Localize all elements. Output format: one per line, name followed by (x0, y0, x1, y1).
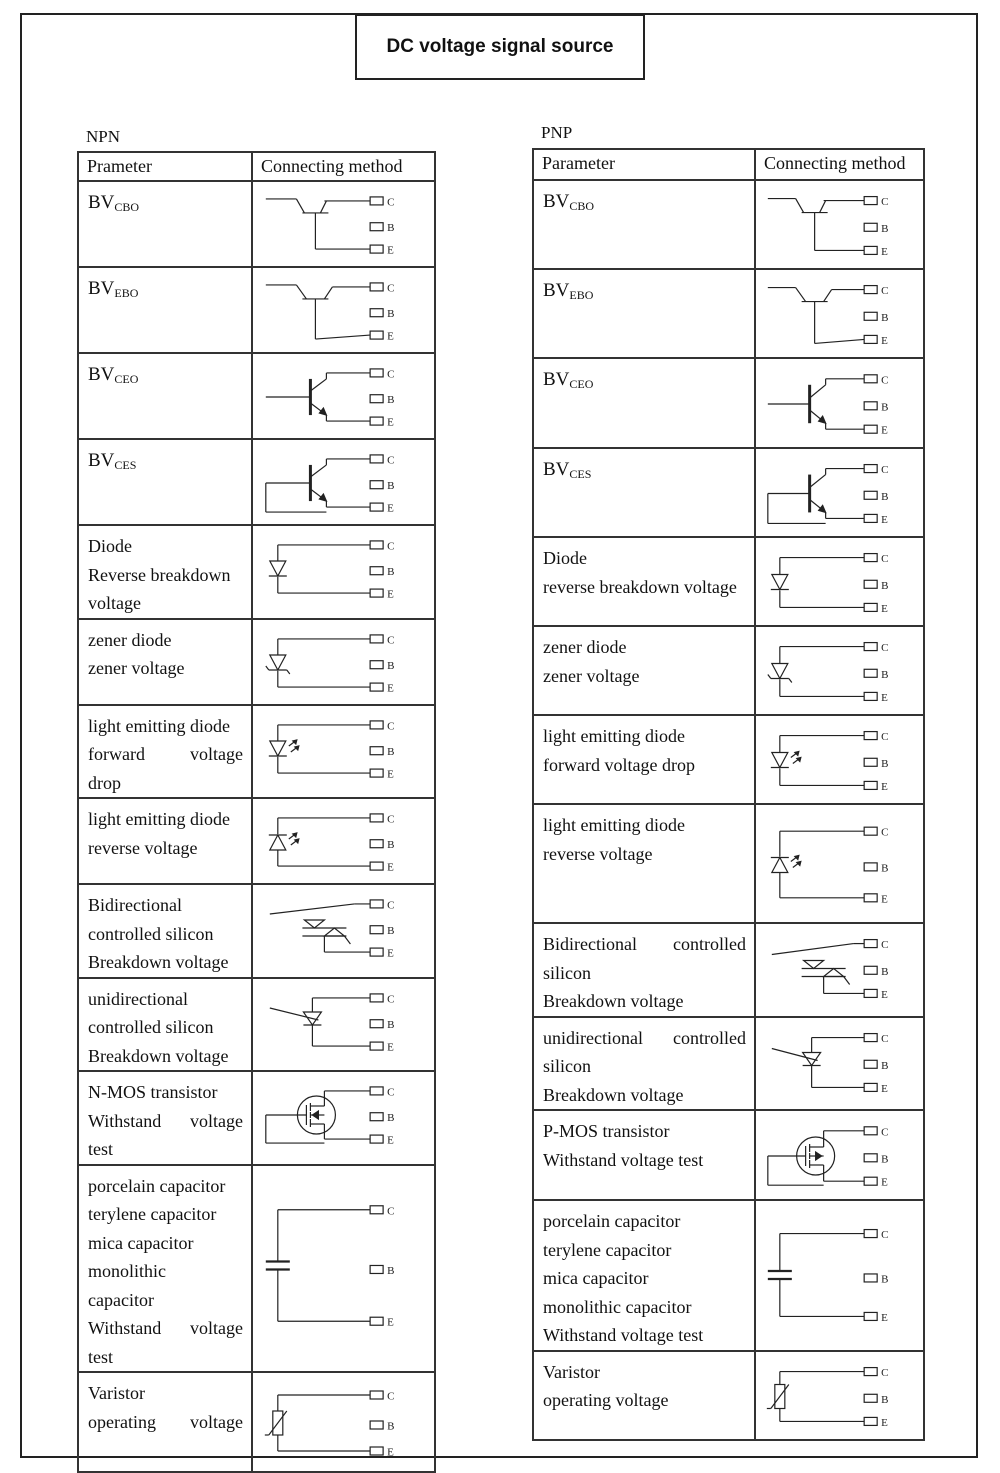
parameter-text-line: Diode (543, 548, 587, 568)
npn-parameter-cell (78, 978, 252, 1072)
parameter-text-line: operating voltage (543, 1390, 669, 1410)
terminal-label-e: E (387, 947, 394, 960)
terminal-label-b: B (881, 311, 889, 324)
terminal-label-c: C (387, 813, 395, 826)
pnp-parameter-cell (533, 1200, 755, 1351)
parameter-text-line: monolithic (88, 1261, 166, 1281)
circuit-diagram-triac (756, 924, 925, 1013)
npn-table-row (78, 181, 435, 267)
parameter-text-line: controlled silicon (88, 923, 214, 944)
circuit-diagram-bv-cbo (253, 182, 436, 268)
terminal-label-b: B (881, 490, 889, 503)
parameter-symbol: $BV_{EBO}$ (88, 278, 139, 300)
parameter-text-line: Withstand voltage test (543, 1149, 704, 1170)
terminal-label-e: E (881, 334, 888, 347)
terminal-label-c: C (881, 374, 889, 387)
page-title: DC voltage signal source (355, 14, 645, 80)
pnp-connection-diagram-capacitor (755, 1200, 924, 1351)
terminal-label-c: C (881, 1366, 889, 1379)
parameter-text-line: voltage (88, 593, 141, 613)
pnp-section-label: PNP (541, 123, 573, 142)
terminal-label-c: C (387, 368, 395, 381)
parameter-text-line: test (88, 1346, 113, 1367)
terminal-label-e: E (881, 1311, 888, 1324)
npn-column-header-connecting-method: Connecting method (252, 152, 435, 181)
pnp-table-row (533, 804, 924, 923)
parameter-text-line: unidirectional controlled (543, 1027, 746, 1048)
pnp-table-row (533, 537, 924, 626)
pnp-connection-diagram-varistor (755, 1351, 924, 1440)
terminal-label-b: B (387, 1112, 395, 1125)
parameter-text-line: mica capacitor (543, 1268, 649, 1288)
parameter-text-line: capacitor (88, 1289, 154, 1310)
pnp-connection-diagram-triac (755, 923, 924, 1017)
terminal-label-b: B (387, 659, 395, 672)
terminal-label-c: C (387, 282, 395, 295)
circuit-diagram-capacitor (756, 1201, 925, 1349)
pnp-parameter-cell (533, 448, 755, 537)
terminal-label-c: C (881, 285, 889, 298)
pnp-connection-diagram-bv-ceo (755, 358, 924, 448)
npn-table-row (78, 619, 435, 705)
pnp-parameter-cell (533, 715, 755, 804)
npn-connection-diagram-zener (252, 619, 435, 705)
parameter-text-line: Varistor (543, 1361, 600, 1382)
npn-connection-diagram-bv-cbo (252, 181, 435, 267)
npn-table-row (78, 1071, 435, 1165)
terminal-label-b: B (387, 308, 395, 321)
pnp-table-row (533, 269, 924, 358)
npn-parameter-cell (78, 1071, 252, 1165)
pnp-connection-diagram-zener (755, 626, 924, 715)
parameter-text-line: zener diode (88, 629, 172, 650)
terminal-label-e: E (387, 768, 394, 781)
parameter-text-line: Withstand voltage (88, 1110, 243, 1131)
pnp-table-row (533, 448, 924, 537)
terminal-label-e: E (881, 1176, 888, 1189)
pnp-parameter-table (532, 148, 925, 1441)
terminal-label-e: E (881, 245, 888, 258)
parameter-symbol: $BV_{CBO}$ (88, 192, 140, 214)
parameter-symbol: $BV_{CEO}$ (88, 364, 139, 386)
npn-connection-diagram-diode (252, 525, 435, 619)
parameter-text-line: P-MOS transistor (543, 1121, 670, 1141)
circuit-diagram-led-forward (253, 706, 436, 792)
npn-parameter-cell (78, 267, 252, 353)
pnp-connection-diagram-diode (755, 537, 924, 626)
pnp-table-row (533, 715, 924, 804)
parameter-text-line: porcelain capacitor (88, 1175, 226, 1196)
terminal-label-b: B (881, 1153, 889, 1166)
terminal-label-b: B (881, 222, 889, 235)
pnp-table-row (533, 180, 924, 269)
parameter-symbol: $BV_{CES}$ (88, 450, 137, 472)
parameter-text-line: controlled silicon (88, 1017, 214, 1037)
terminal-label-e: E (387, 1041, 394, 1054)
circuit-diagram-zener (253, 620, 436, 706)
parameter-text-line: mica capacitor (88, 1232, 194, 1253)
npn-parameter-cell (78, 619, 252, 705)
npn-table-row (78, 705, 435, 799)
terminal-label-c: C (881, 826, 889, 839)
parameter-text-line: forward voltage drop (543, 754, 695, 775)
npn-connection-diagram-led-reverse (252, 798, 435, 884)
circuit-diagram-scr (253, 979, 436, 1065)
terminal-label-c: C (387, 1204, 395, 1217)
pnp-connection-diagram-scr (755, 1017, 924, 1111)
terminal-label-c: C (387, 992, 395, 1005)
npn-connection-diagram-scr (252, 978, 435, 1072)
parameter-text-line: Breakdown voltage (88, 1045, 229, 1066)
circuit-diagram-led-reverse (756, 805, 925, 924)
pnp-connection-diagram-bv-ces (755, 448, 924, 537)
npn-table-row (78, 978, 435, 1072)
terminal-label-b: B (387, 925, 395, 938)
pnp-connection-diagram-led-reverse (755, 804, 924, 923)
npn-parameter-cell (78, 1165, 252, 1373)
parameter-text-line: unidirectional (88, 988, 188, 1009)
npn-table-row (78, 884, 435, 978)
circuit-diagram-bv-ebo (253, 268, 436, 354)
pnp-table-row (533, 1110, 924, 1200)
pnp-table-row (533, 626, 924, 715)
pnp-connection-diagram-bv-cbo (755, 180, 924, 269)
parameter-symbol: $BV_{CBO}$ (543, 191, 595, 213)
pnp-parameter-cell (533, 537, 755, 626)
parameter-text-line: Withstand voltage test (543, 1325, 704, 1345)
terminal-label-b: B (881, 1393, 889, 1406)
parameter-text-line: porcelain capacitor (543, 1211, 681, 1231)
terminal-label-e: E (881, 1416, 888, 1429)
parameter-text-line: reverse voltage (543, 843, 653, 864)
terminal-label-c: C (387, 1390, 395, 1403)
terminal-label-c: C (881, 1229, 889, 1242)
terminal-label-c: C (387, 1086, 395, 1099)
pnp-parameter-cell (533, 626, 755, 715)
pnp-parameter-cell (533, 804, 755, 923)
pnp-connection-diagram-pmos (755, 1110, 924, 1200)
pnp-parameter-cell (533, 269, 755, 358)
npn-parameter-cell (78, 798, 252, 884)
terminal-label-e: E (881, 602, 888, 615)
terminal-label-e: E (881, 780, 888, 793)
parameter-text-line: Bidirectional (88, 895, 182, 915)
terminal-label-e: E (387, 330, 394, 343)
circuit-diagram-nmos (253, 1072, 436, 1158)
terminal-label-c: C (881, 196, 889, 209)
parameter-symbol: $BV_{EBO}$ (543, 280, 594, 302)
parameter-text-line: operating voltage (88, 1411, 243, 1432)
npn-connection-diagram-led-forward (252, 705, 435, 799)
parameter-text-line: drop (88, 772, 121, 793)
parameter-text-line: test (88, 1139, 113, 1159)
terminal-label-b: B (387, 566, 395, 579)
terminal-label-e: E (881, 893, 888, 906)
npn-connection-diagram-bv-ces (252, 439, 435, 525)
terminal-label-b: B (881, 668, 889, 681)
terminal-label-c: C (387, 899, 395, 912)
parameter-text-line: Reverse breakdown (88, 564, 231, 585)
terminal-label-e: E (387, 682, 394, 695)
pnp-parameter-cell (533, 1017, 755, 1111)
parameter-text-line: light emitting diode (88, 715, 230, 736)
circuit-diagram-bv-ces (756, 449, 925, 538)
pnp-parameter-cell (533, 1351, 755, 1440)
npn-parameter-cell (78, 439, 252, 525)
parameter-text-line: Diode (88, 536, 132, 556)
terminal-label-e: E (387, 244, 394, 257)
npn-table-row (78, 798, 435, 884)
terminal-label-b: B (387, 222, 395, 235)
npn-table-row (78, 353, 435, 439)
terminal-label-e: E (881, 424, 888, 437)
circuit-diagram-bv-cbo (756, 181, 925, 270)
pnp-table-row (533, 1017, 924, 1111)
terminal-label-e: E (881, 691, 888, 704)
circuit-diagram-varistor (756, 1352, 925, 1441)
parameter-text-line: monolithic capacitor (543, 1296, 692, 1317)
pnp-parameter-cell (533, 1110, 755, 1200)
parameter-symbol: $BV_{CEO}$ (543, 369, 594, 391)
parameter-symbol: $BV_{CES}$ (543, 459, 592, 481)
terminal-label-c: C (387, 633, 395, 646)
pnp-connection-diagram-led-forward (755, 715, 924, 804)
circuit-diagram-bv-ceo (756, 359, 925, 449)
terminal-label-e: E (387, 1316, 394, 1329)
parameter-text-line: forward voltage (88, 744, 243, 764)
parameter-text-line: silicon (543, 1056, 591, 1076)
pnp-column-header-parameter: Parameter (533, 149, 755, 180)
terminal-label-b: B (387, 839, 395, 852)
terminal-label-b: B (881, 965, 889, 978)
parameter-text-line: Breakdown voltage (543, 991, 684, 1011)
pnp-table-row (533, 1200, 924, 1351)
terminal-label-c: C (881, 642, 889, 655)
npn-parameter-cell (78, 181, 252, 267)
terminal-label-c: C (881, 1126, 889, 1139)
parameter-text-line: Withstand voltage (88, 1318, 243, 1338)
terminal-label-b: B (881, 1273, 889, 1286)
parameter-text-line: light emitting diode (543, 726, 685, 746)
npn-table-row (78, 525, 435, 619)
pnp-parameter-cell (533, 180, 755, 269)
npn-connection-diagram-triac (252, 884, 435, 978)
terminal-label-e: E (387, 502, 394, 515)
parameter-text-line: light emitting diode (543, 815, 685, 835)
terminal-label-b: B (387, 745, 395, 758)
parameter-text-line: reverse voltage (88, 837, 198, 858)
parameter-text-line: Bidirectional controlled (543, 934, 746, 954)
parameter-text-line: zener voltage (543, 665, 640, 686)
npn-section-label: NPN (86, 127, 121, 146)
circuit-diagram-triac (253, 885, 436, 971)
parameter-text-line: terylene capacitor (88, 1204, 217, 1224)
npn-parameter-cell (78, 705, 252, 799)
npn-parameter-table (77, 151, 436, 1473)
circuit-diagram-bv-ebo (756, 270, 925, 359)
terminal-label-b: B (881, 757, 889, 770)
terminal-label-b: B (387, 480, 395, 493)
npn-connection-diagram-capacitor (252, 1165, 435, 1373)
terminal-label-c: C (881, 731, 889, 744)
terminal-label-c: C (881, 553, 889, 566)
npn-connection-diagram-bv-ebo (252, 267, 435, 353)
terminal-label-e: E (881, 988, 888, 1001)
circuit-diagram-zener (756, 627, 925, 716)
parameter-text-line: reverse breakdown voltage (543, 576, 737, 597)
terminal-label-e: E (387, 861, 394, 874)
parameter-text-line: zener diode (543, 637, 627, 657)
npn-connection-diagram-nmos (252, 1071, 435, 1165)
terminal-label-e: E (387, 1134, 394, 1147)
pnp-column-header-connecting-method: Connecting method (755, 149, 924, 180)
terminal-label-b: B (387, 394, 395, 407)
terminal-label-b: B (387, 1264, 395, 1277)
circuit-diagram-diode (756, 538, 925, 627)
circuit-diagram-scr (756, 1018, 925, 1107)
circuit-diagram-led-forward (756, 716, 925, 805)
terminal-label-e: E (881, 1082, 888, 1095)
npn-connection-diagram-bv-ceo (252, 353, 435, 439)
pnp-connection-diagram-bv-ebo (755, 269, 924, 358)
pnp-parameter-cell (533, 358, 755, 448)
terminal-label-e: E (387, 1446, 394, 1459)
circuit-diagram-capacitor (253, 1166, 436, 1365)
pnp-table-row (533, 923, 924, 1017)
circuit-diagram-led-reverse (253, 799, 436, 885)
terminal-label-e: E (881, 513, 888, 526)
terminal-label-b: B (881, 401, 889, 414)
npn-column-header-parameter: Prameter (78, 152, 252, 181)
terminal-label-b: B (387, 1420, 395, 1433)
circuit-diagram-varistor (253, 1373, 436, 1473)
parameter-text-line: N-MOS transistor (88, 1082, 218, 1102)
npn-connection-diagram-varistor (252, 1372, 435, 1472)
terminal-label-c: C (881, 464, 889, 477)
terminal-label-e: E (387, 588, 394, 601)
npn-parameter-cell (78, 884, 252, 978)
npn-table-row (78, 267, 435, 353)
pnp-table-row (533, 358, 924, 448)
terminal-label-c: C (387, 196, 395, 209)
parameter-text-line: terylene capacitor (543, 1239, 672, 1260)
npn-parameter-cell (78, 1372, 252, 1472)
terminal-label-b: B (881, 1059, 889, 1072)
npn-table-row (78, 1165, 435, 1373)
parameter-text-line: silicon (543, 962, 591, 983)
npn-table-row (78, 1372, 435, 1472)
circuit-diagram-pmos (756, 1111, 925, 1201)
terminal-label-b: B (881, 579, 889, 592)
terminal-label-c: C (387, 454, 395, 467)
terminal-label-c: C (881, 939, 889, 952)
terminal-label-c: C (387, 540, 395, 553)
parameter-text-line: zener voltage (88, 658, 185, 678)
npn-parameter-cell (78, 525, 252, 619)
terminal-label-c: C (387, 719, 395, 732)
npn-parameter-cell (78, 353, 252, 439)
parameter-text-line: light emitting diode (88, 809, 230, 829)
terminal-label-b: B (881, 862, 889, 875)
terminal-label-b: B (387, 1018, 395, 1031)
npn-table-row (78, 439, 435, 525)
pnp-parameter-cell (533, 923, 755, 1017)
pnp-table-row (533, 1351, 924, 1440)
circuit-diagram-bv-ces (253, 440, 436, 526)
terminal-label-c: C (881, 1032, 889, 1045)
circuit-diagram-diode (253, 526, 436, 612)
circuit-diagram-bv-ceo (253, 354, 436, 440)
parameter-text-line: Varistor (88, 1383, 145, 1403)
parameter-text-line: Breakdown voltage (88, 952, 229, 972)
parameter-text-line: Breakdown voltage (543, 1084, 684, 1105)
terminal-label-e: E (387, 416, 394, 429)
